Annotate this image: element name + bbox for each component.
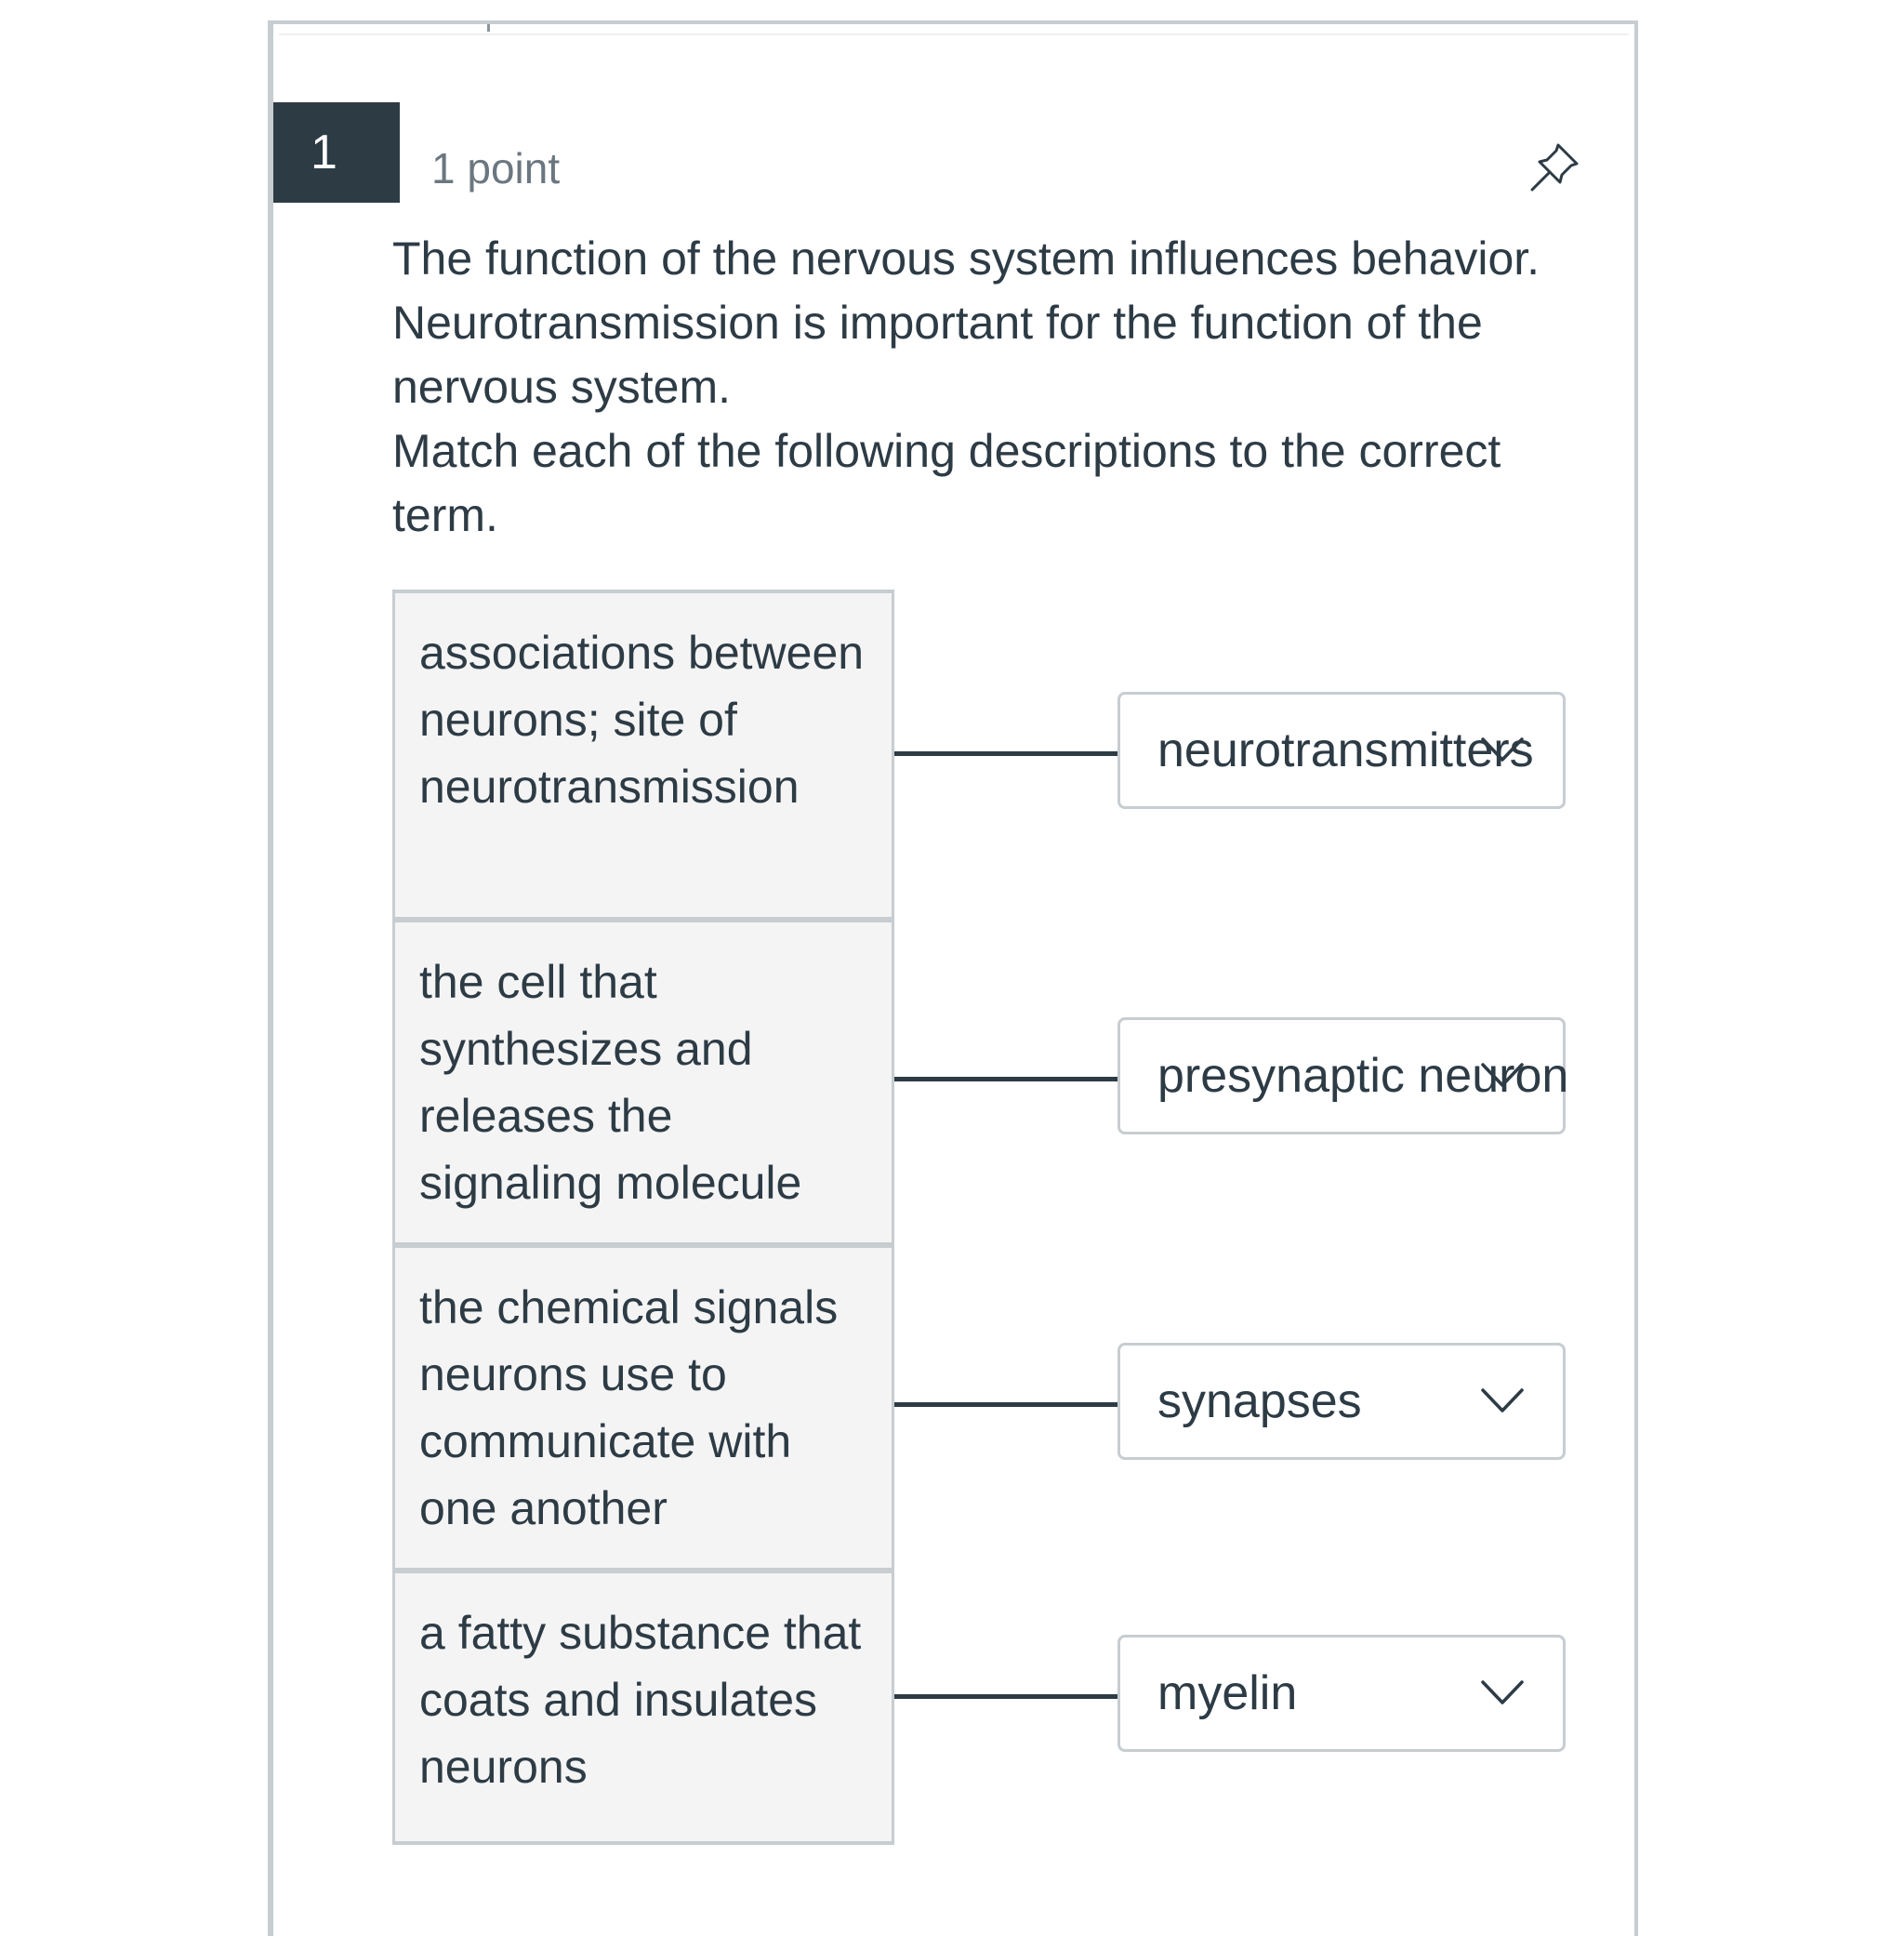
question-points: 1 point: [431, 144, 561, 192]
select-value: synapses: [1157, 1374, 1362, 1428]
question-text: [392, 227, 1545, 548]
match-answer-select[interactable]: [1117, 692, 1566, 809]
match-answer-select[interactable]: [1117, 1635, 1566, 1752]
match-prompt: the chemical signals neurons use to communicate with one another: [392, 1242, 894, 1568]
match-answer-select[interactable]: [1117, 1017, 1569, 1134]
chevron-down-icon: [1479, 1059, 1526, 1093]
match-prompt: associations between neurons; site of neurotransmission: [392, 590, 894, 917]
match-connector: [894, 1077, 1117, 1081]
question-paragraph: The function of the nervous system influences behavior. Neurotransmission is important for the function of the nervous system.: [392, 232, 1540, 413]
quiz-question-card: [268, 20, 1638, 1936]
chevron-down-icon: [1479, 734, 1526, 767]
match-answer-select[interactable]: [1117, 1343, 1566, 1460]
chevron-down-icon: [1479, 1385, 1526, 1418]
match-connector: [894, 1694, 1117, 1699]
question-number: 1: [273, 102, 400, 203]
chevron-down-icon: [1479, 1677, 1526, 1710]
select-value: neurotransmitters: [1157, 723, 1534, 777]
match-prompt: the cell that synthesizes and releases the signaling molecule: [392, 917, 894, 1242]
match-connector: [894, 1402, 1117, 1407]
divider-tick: [487, 24, 490, 32]
match-connector: [894, 751, 1117, 756]
select-value: myelin: [1157, 1666, 1298, 1720]
match-prompt: a fatty substance that coats and insulates neurons: [392, 1568, 894, 1845]
question-instruction: Match each of the following descriptions to the correct term.: [392, 425, 1501, 541]
divider: [279, 33, 1629, 35]
pin-icon[interactable]: [1527, 139, 1582, 195]
select-value: presynaptic neuron: [1157, 1049, 1569, 1103]
